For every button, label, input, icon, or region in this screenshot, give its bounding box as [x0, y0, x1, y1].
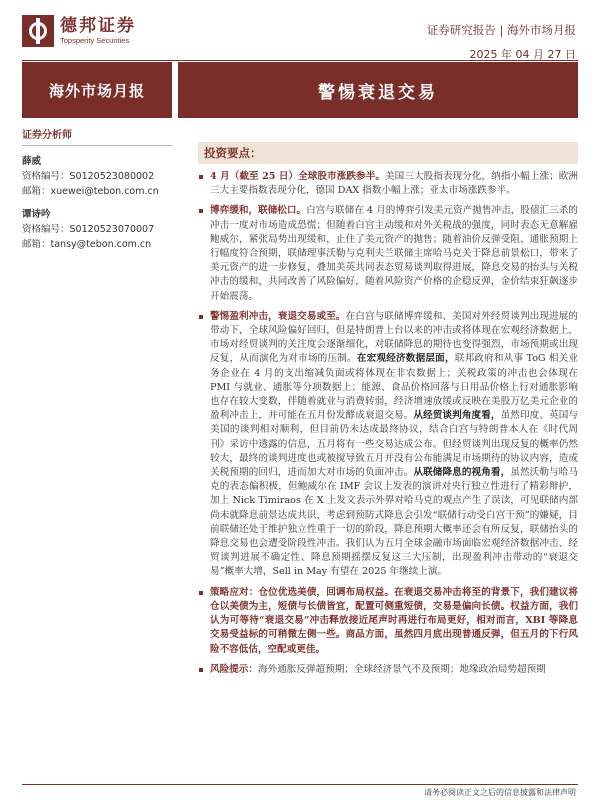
analyst-cert: 资格编号：S0120523080002 [22, 171, 155, 182]
analyst-cert: 资格编号：S0120523070007 [22, 224, 155, 235]
company-logo [22, 15, 136, 47]
logo-mark-icon [22, 15, 54, 47]
logo-name-en: Topsperity Securities [60, 35, 130, 45]
key-point-item [198, 663, 578, 677]
report-date: 2025 年 04 月 27 日 [469, 48, 576, 61]
footer-divider [22, 784, 578, 785]
analyst-name: 谭诗吟 [22, 209, 51, 220]
key-point-lead: 风险提示： [210, 663, 258, 675]
analyst-section-title: 证券分析师 [22, 126, 172, 146]
key-point-text: 美国三大股指表现分化，纳指小幅上涨；欧洲三大主要指数表现分化，德国 DAX 指数小幅上涨；亚太市场涨跌参半。 [210, 171, 579, 197]
key-point-lead: 博弈缓和，联储松口。 [210, 205, 307, 217]
analyst-card [22, 154, 172, 199]
report-title-banner: 警惕衰退交易 [178, 62, 578, 118]
document-type: 证券研究报告 | 海外市场月报 [426, 23, 576, 37]
key-point-emphasis: 从经贸谈判角度看， [413, 410, 501, 422]
key-point-item [198, 204, 578, 303]
key-point-text: 虽然印度、英国与美国的谈判相对顺利，但目前仍未达成最终协议，结合白宫与特朗普本人在《时代周刊》采访中透露的信息，五月将有一些交易达成公布。但经贸谈判出现反复的概率仍然较大，最终的谈判进度也或被搅导致五月并没有公布能满足市场期待的协议内容，造成关税预期的回归，进而加大对市场的负面冲击。 [210, 410, 579, 479]
key-points-section [198, 142, 578, 677]
header-divider [22, 60, 578, 61]
key-point-text: 在衰退交易冲击将至的背景下，我们建议将仓以美债为主，短债与长债皆宜，配置可侧重短债，交易是偏向长债。权益方面，我们认为可等待“衰退交易”冲击释放接近尾声时再进行布局更好，相对而言，XBI 等降息交易受益标的可稍微左侧一些。商品方面，虽然四月底出现普通反弹，但五月的下行风险不容低估，空配或更佳。 [210, 586, 579, 655]
report-series-banner: 海外市场月报 [22, 62, 172, 118]
key-point-text: 海外通胀反弹超预期；全球经济景气不及预期；地缘政治局势超预期 [257, 663, 546, 675]
key-point-text: 在白宫与联储博弈缓和、美国对外经贸谈判出现进展的带动下，全球风险偏好回归，但是特朗普上台以来的冲击或将体现在宏观经济数据上，市场对经贸谈判的关注度会逐渐细化，对联储降息的期待也变得强烈，市场预期或出现反复，从而演化为对市场的压制。 [210, 310, 579, 365]
key-points-title: 投资要点： [198, 142, 578, 164]
key-point-item [198, 170, 578, 198]
key-point-text: 虽然沃勒与哈马克的表态偏积极，但鲍威尔在 IMF 会议上发表的演讲对央行独立性进行了精彩辩护，加上 Nick Timiraos 在 X 上发文表示外界对哈马克的观点产生了误读，可见联储内部尚未就降息前景达成共识，考虑到预防式降息会引发“联储行动受白宫干预”的嫌疑，目前联储还处于维护独立性重于一切的阶段，降息预期大概率还会有所反复，联储抬头的降息交易也会遭受阶段性冲击。我们认为五月全球金融市场面临宏观经济数据冲击、经贸谈判进展不确定性、降息预期摇摆反复这三大压制，出现盈利冲击带动的“衰退交易”概率大增，Sell in May 有望在 2025 年继续上演。 [210, 467, 579, 578]
key-point-lead: 策略应对：仓位优选美债，回调布局权益。 [210, 586, 395, 598]
logo-name-cn: 德邦证券 [60, 16, 136, 37]
analyst-sidebar [22, 118, 172, 252]
key-point-item [198, 310, 578, 580]
key-point-lead: 警惕盈利冲击，衰退交易或至。 [210, 310, 346, 322]
key-point-text: 白宫与联储在 4 月的博弈引发美元资产抛售冲击，股债汇三杀的冲击一度对市场造成恐慌；但随着白宫主动缓和对外关税战的强度，同时表态无意解雇鲍威尔，紧张局势出现缓和，止住了美元资产的抛售；随着油价反弹受阻、通胀预期上行幅度符合预期，联储理事沃勒与克利夫兰联储主席哈马克关于降息前景松口，带来了美元资产的进一步修复，叠加美英共同表态贸易谈判取得进展，降息交易的抬头与关税冲击的缓和，共同改善了风险偏好，随着风险资产价格的企稳反弹，金价结束狂飙逐步开始震荡。 [210, 205, 578, 302]
analyst-email: 邮箱：tansy@tebon.com.cn [22, 239, 152, 250]
key-point-item [198, 586, 578, 657]
key-point-emphasis: 从联储降息的视角看， [413, 467, 511, 479]
legal-disclaimer: 请务必阅读正文之后的信息披露和法律声明 [424, 788, 576, 797]
key-point-text: 联邦政府和从事 ToG 相关业务企业在 4 月的支出缩减负面或将体现在非农数据上；关税政策的冲击也会体现在 PMI 与就业、通胀等分项数据上；能源、食品价格回落与日用品价格上行对通胀影响也存在较大变数，伴随着就业与消费转弱，经济增速放缓或反映在美股万亿美元企业的盈利冲击上，并可能在五月份发酵成衰退交易。 [210, 353, 579, 422]
key-point-emphasis: 在宏观经济数据层面， [356, 353, 455, 365]
key-point-lead: 4 月（截至 25 日）全球股市涨跌参半。 [210, 171, 386, 182]
analyst-card [22, 207, 172, 252]
analyst-email: 邮箱：xuewei@tebon.com.cn [22, 186, 159, 197]
analyst-name: 薛威 [22, 156, 42, 167]
header-meta [427, 22, 576, 62]
